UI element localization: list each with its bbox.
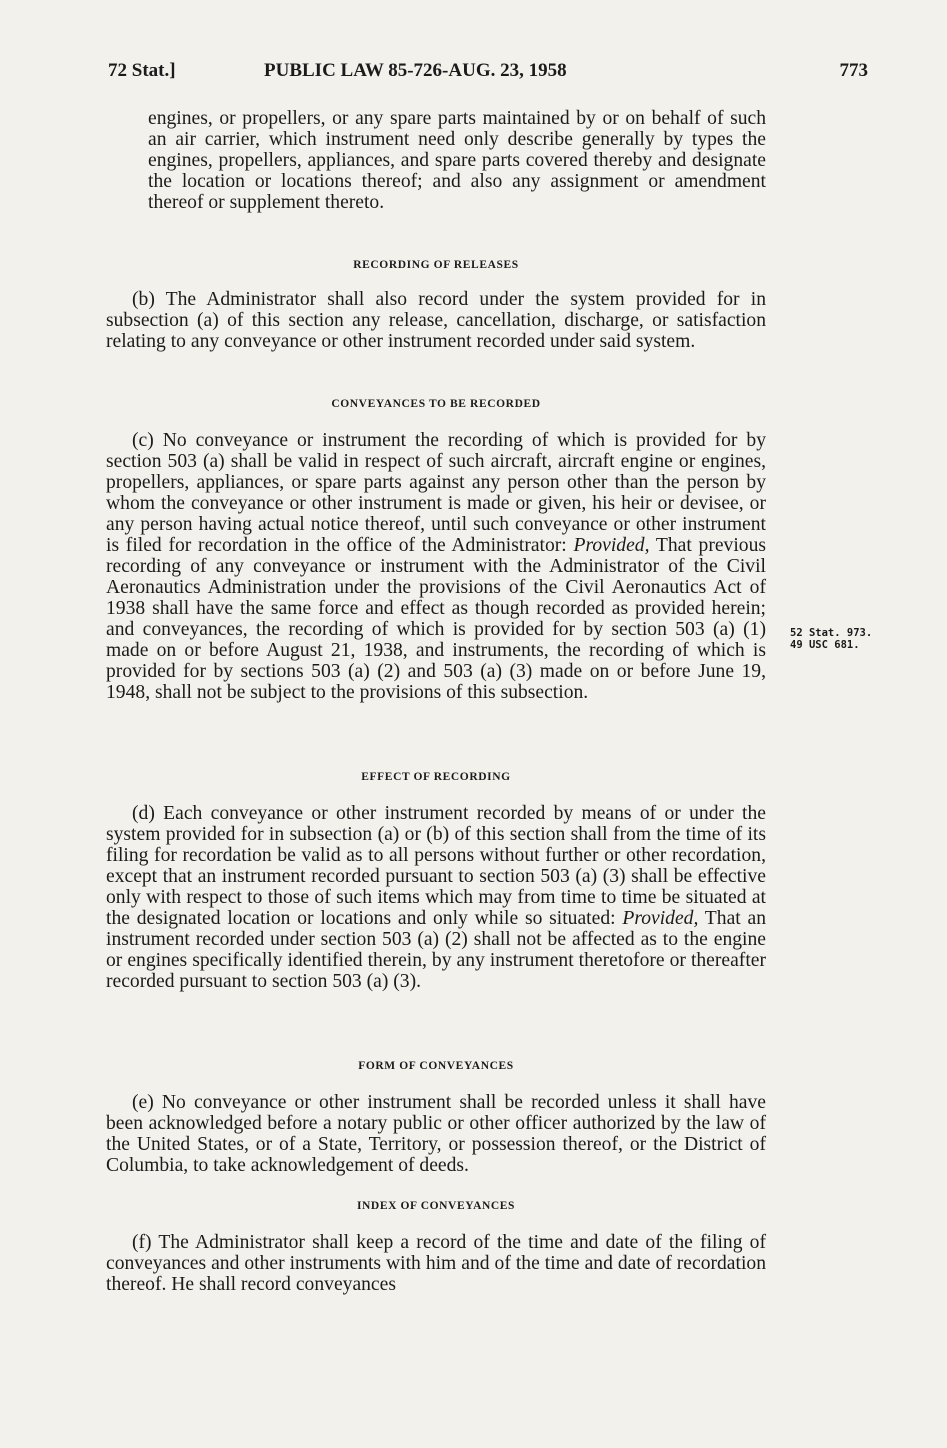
margin-citation-line-1: 52 Stat. 973.: [790, 627, 873, 639]
paragraph-c-text-1: (c) No conveyance or instrument the recording of which is provided for by section 503 (a) shall be valid in respect of such aircraft, aircraft engine or engines, propellers, appliances, or spare parts against any person other than the person by whom the conveyance or other instrument is made or given, his heir or devisee, or any person having actual notice thereof, until such conveyance or other instrument is filed for recordation in the office of the Administrator:: [106, 430, 766, 556]
heading-index-of-conveyances: INDEX OF CONVEYANCES: [356, 1200, 516, 1212]
paragraph-c: [106, 430, 766, 703]
running-header: [108, 60, 868, 84]
heading-form-of-conveyances: FORM OF CONVEYANCES: [358, 1060, 514, 1072]
heading-recording-of-releases: RECORDING OF RELEASES: [353, 259, 519, 271]
paragraph-d-text-1: (d) Each conveyance or other instrument recorded by means of or under the system provided for in subsection (a) or (b) of this section shall from the time of its filing for recordation be valid as to all persons without further or other recordation, except that an instrument recorded pursuant to section 503 (a) (3) shall be effective only with respect to those of such items which may from time to time be situated at the designated location or locations and only while so situated:: [106, 803, 766, 929]
paragraph-c-text-2: That previous recording of any conveyance or instrument with the Administrator of the Civil Aeronautics Administration under the provisions of the Civil Aeronautics Act of 1938 shall have the same force and effect as though recorded as provided herein; and conveyances, the recording of which is provided for by section 503 (a) (1) made on or before August 21, 1938, and instruments, the recording of which is provided for by sections 503 (a) (2) and 503 (a) (3) made on or before June 19, 1948, shall not be subject to the provisions of this subsection.: [106, 535, 767, 703]
paragraph-c-proviso: Provided,: [573, 535, 650, 556]
margin-citation-line-2: 49 USC 681.: [790, 639, 860, 651]
heading-effect-of-recording: EFFECT OF RECORDING: [361, 771, 511, 783]
law-title: PUBLIC LAW 85-726-AUG. 23, 1958: [264, 60, 567, 81]
paragraph-d-proviso: Provided,: [622, 908, 699, 929]
paragraph-e: (e) No conveyance or other instrument shall be recorded unless it shall have been acknowledged before a notary public or other officer authorized by the law of the United States, or of a State, Territory, or possession thereof, or the District of Columbia, to take acknowledgement of deeds.: [106, 1092, 766, 1176]
paragraph-d: [106, 803, 766, 992]
paragraph-b: (b) The Administrator shall also record under the system provided for in subsection (a) of this section any release, cancellation, discharge, or satisfaction relating to any conveyance or other instrument recorded under said system.: [106, 289, 766, 352]
stat-reference: 72 Stat.]: [108, 60, 176, 81]
margin-citation: [790, 627, 872, 651]
paragraph-d-text-2: That an instrument recorded under section 503 (a) (2) shall not be affected as to the engine or engines specifically identified therein, by any instrument theretofore or thereafter recorded pursuant to section 503 (a) (3).: [106, 908, 767, 992]
intro-paragraph: engines, or propellers, or any spare parts maintained by or on behalf of such an air carrier, which instrument need only describe generally by types the engines, propellers, appliances, and spare parts covered thereby and designate the location or locations thereof; and also any assignment or amendment thereof or supplement thereto.: [148, 108, 766, 213]
heading-conveyances-to-be-recorded: CONVEYANCES TO BE RECORDED: [331, 398, 541, 410]
paragraph-f: (f) The Administrator shall keep a record of the time and date of the filing of conveyances and other instruments with him and of the time and date of recordation thereof. He shall record conveyances: [106, 1232, 766, 1295]
page-number: 773: [839, 60, 868, 81]
